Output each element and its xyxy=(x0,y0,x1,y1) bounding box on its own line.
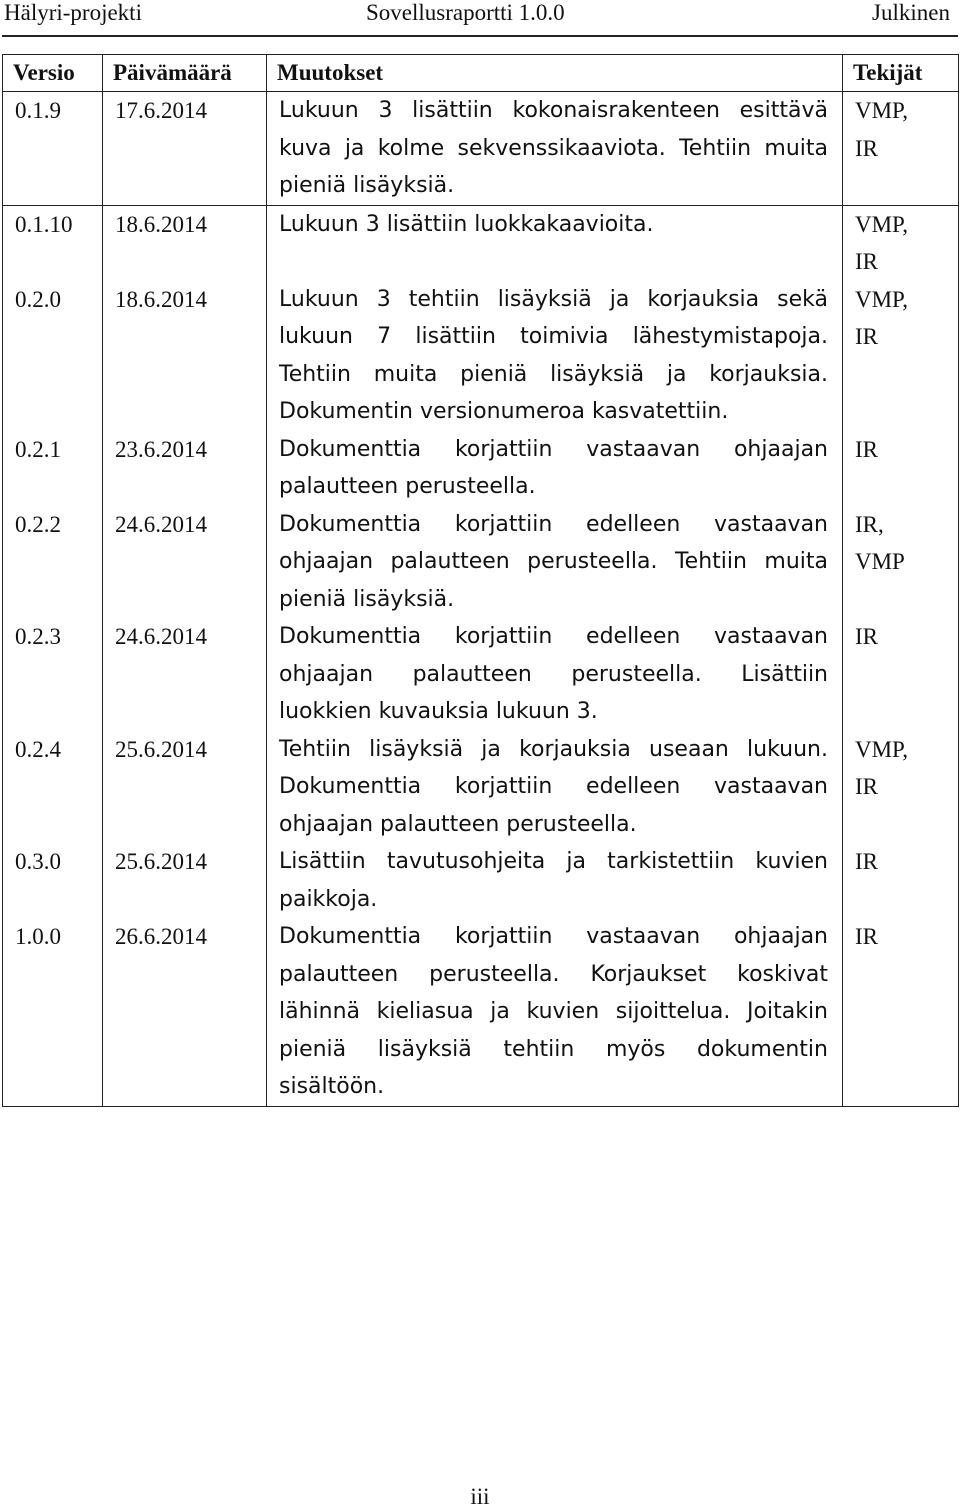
row-authors: IR xyxy=(843,843,959,918)
table-row xyxy=(3,506,959,619)
running-header xyxy=(0,0,960,30)
table-row xyxy=(3,618,959,731)
header-rule xyxy=(2,35,958,37)
document-title: Sovellusraportti 1.0.0 xyxy=(366,0,565,25)
row-version: 0.1.9 xyxy=(3,92,103,206)
row-version: 0.2.2 xyxy=(3,506,103,619)
table-row xyxy=(3,918,959,1106)
row-version: 0.2.4 xyxy=(3,731,103,844)
row-date: 18.6.2014 xyxy=(103,281,267,431)
column-header-date: Päivämäärä xyxy=(103,55,267,92)
project-name: Hälyri-projekti xyxy=(4,0,142,25)
table-header-row xyxy=(3,55,959,92)
row-authors: IR, VMP xyxy=(843,506,959,619)
column-header-version: Versio xyxy=(3,55,103,92)
table-row xyxy=(3,431,959,506)
row-changes: Lukuun 3 lisättiin kokonaisrakenteen esittävä kuva ja kolme sekvenssikaaviota. Tehtiin muita pieniä lisäyksiä. xyxy=(267,92,843,206)
table-row xyxy=(3,731,959,844)
row-changes: Dokumenttia korjattiin vastaavan ohjaajan palautteen perusteella. Korjaukset koskivat lähinnä kieliasua ja kuvien sijoittelua. Joitakin pieniä lisäyksiä tehtiin myös dokumentin sisältöön. xyxy=(267,918,843,1106)
page-number: iii xyxy=(470,1484,490,1509)
table-row xyxy=(3,92,959,206)
row-changes: Dokumenttia korjattiin vastaavan ohjaajan palautteen perusteella. xyxy=(267,431,843,506)
table-row xyxy=(3,205,959,281)
revision-history-table xyxy=(2,54,959,1107)
row-version: 0.3.0 xyxy=(3,843,103,918)
row-changes: Dokumenttia korjattiin edelleen vastaavan ohjaajan palautteen perusteella. Lisättiin luokkien kuvauksia lukuun 3. xyxy=(267,618,843,731)
row-authors: VMP, IR xyxy=(843,281,959,431)
row-version: 0.1.10 xyxy=(3,205,103,281)
row-version: 0.2.1 xyxy=(3,431,103,506)
row-changes: Tehtiin lisäyksiä ja korjauksia useaan lukuun. Dokumenttia korjattiin edelleen vastaavan ohjaajan palautteen perusteella. xyxy=(267,731,843,844)
row-date: 17.6.2014 xyxy=(103,92,267,206)
row-date: 23.6.2014 xyxy=(103,431,267,506)
row-version: 1.0.0 xyxy=(3,918,103,1106)
row-date: 18.6.2014 xyxy=(103,205,267,281)
row-authors: VMP, IR xyxy=(843,92,959,206)
row-authors: VMP, IR xyxy=(843,731,959,844)
column-header-authors: Tekijät xyxy=(843,55,959,92)
row-changes: Lisättiin tavutusohjeita ja tarkistettiin kuvien paikkoja. xyxy=(267,843,843,918)
row-version: 0.2.3 xyxy=(3,618,103,731)
classification: Julkinen xyxy=(872,0,950,25)
table-row xyxy=(3,843,959,918)
row-authors: VMP, IR xyxy=(843,205,959,281)
row-authors: IR xyxy=(843,431,959,506)
row-date: 24.6.2014 xyxy=(103,618,267,731)
row-date: 25.6.2014 xyxy=(103,731,267,844)
row-changes: Lukuun 3 lisättiin luokkakaavioita. xyxy=(267,205,843,281)
table-row xyxy=(3,281,959,431)
row-version: 0.2.0 xyxy=(3,281,103,431)
row-date: 26.6.2014 xyxy=(103,918,267,1106)
row-authors: IR xyxy=(843,918,959,1106)
row-changes: Lukuun 3 tehtiin lisäyksiä ja korjauksia sekä lukuun 7 lisättiin toimivia lähestymistapoja. Tehtiin muita pieniä lisäyksiä ja korjauksia. Dokumentin versionumeroa kasvatettiin. xyxy=(267,281,843,431)
column-header-changes: Muutokset xyxy=(267,55,843,92)
row-date: 24.6.2014 xyxy=(103,506,267,619)
row-date: 25.6.2014 xyxy=(103,843,267,918)
row-authors: IR xyxy=(843,618,959,731)
row-changes: Dokumenttia korjattiin edelleen vastaavan ohjaajan palautteen perusteella. Tehtiin muita pieniä lisäyksiä. xyxy=(267,506,843,619)
